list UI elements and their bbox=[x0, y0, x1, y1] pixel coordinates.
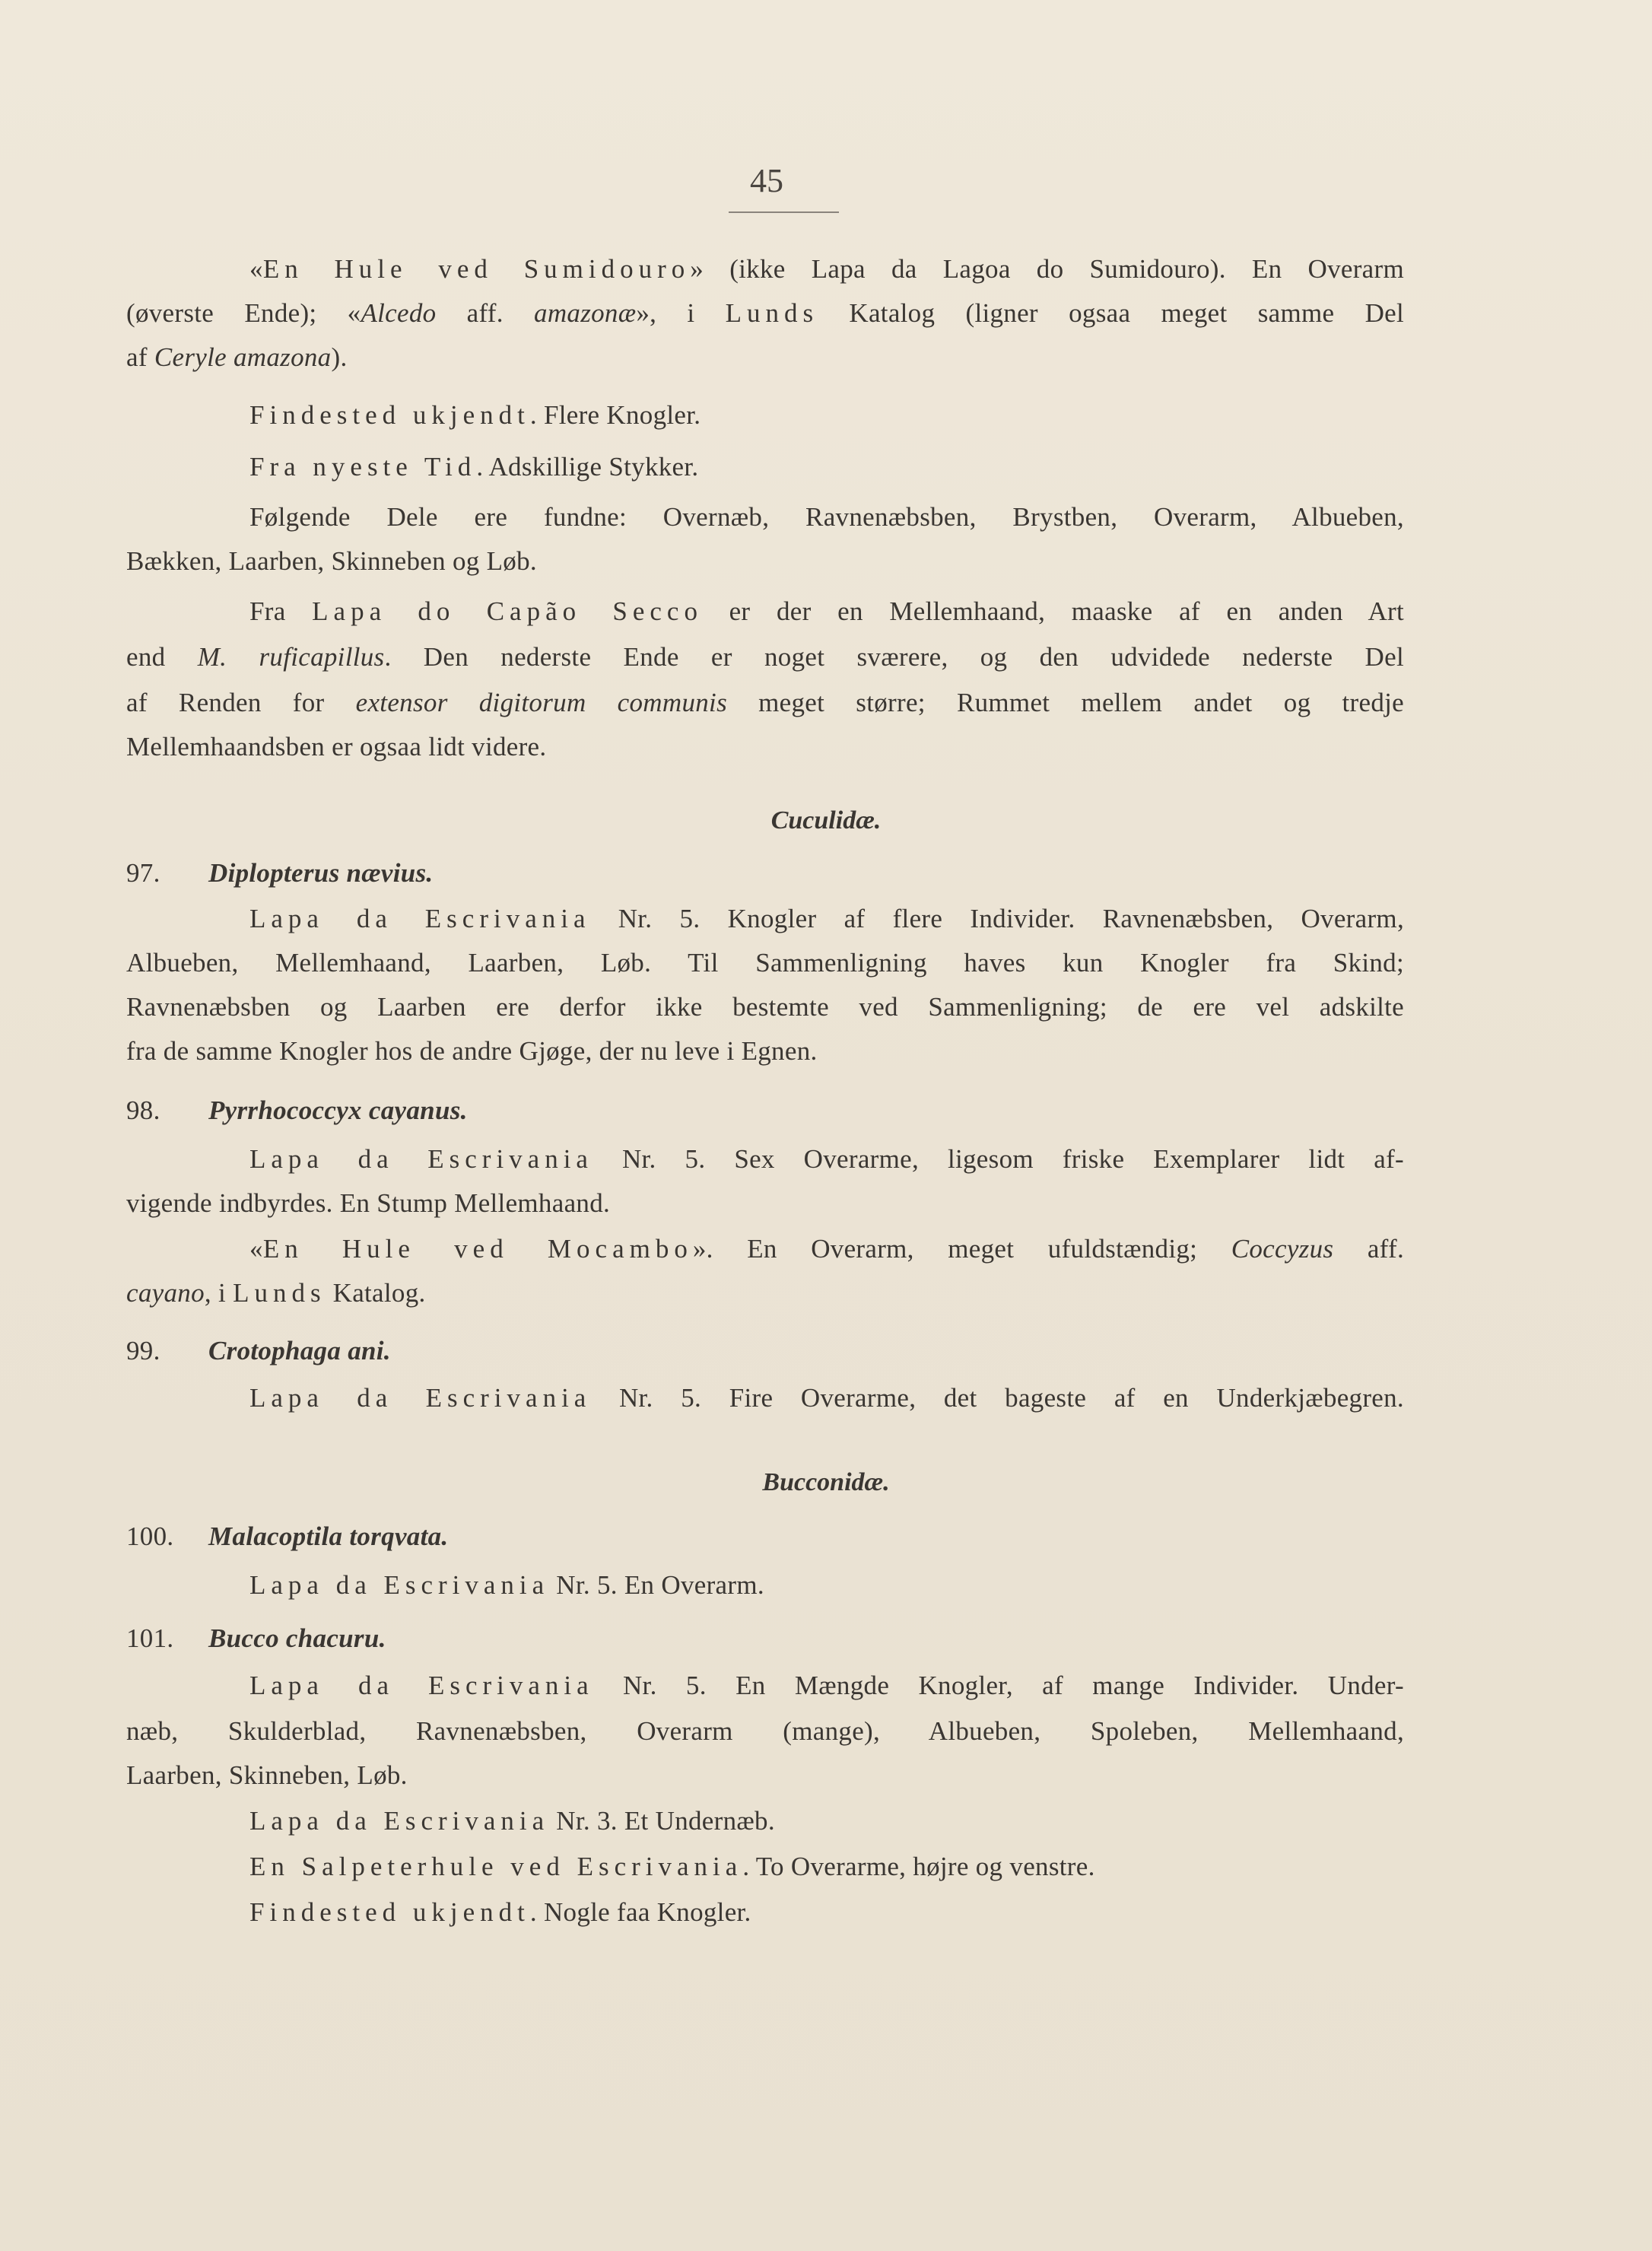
entry-99-title: 99. Crotophaga ani. bbox=[126, 1336, 391, 1366]
text-line: Lapa da Escrivania Nr. 3. Et Undernæb. bbox=[249, 1806, 775, 1836]
family-heading-cuculidae: Cuculidæ. bbox=[770, 806, 882, 835]
entry-97-title: 97. Diplopterus nævius. bbox=[126, 858, 434, 888]
text-line: Mellemhaandsben er ogsaa lidt videre. bbox=[126, 732, 547, 761]
text-line: Lapa da Escrivania Nr. 5. Sex Overarme, ligesom friske Exemplarer lidt af- bbox=[249, 1144, 1404, 1174]
page-number: 45 bbox=[750, 162, 783, 199]
text-line: «En Hule ved Sumidouro» (ikke Lapa da Lagoa do Sumidouro). En Overarm bbox=[249, 254, 1404, 284]
text-line: fra de samme Knogler hos de andre Gjøge, der nu leve i Egnen. bbox=[126, 1036, 818, 1066]
text-line: Findested ukjendt. Nogle faa Knogler. bbox=[249, 1897, 751, 1927]
entry-100-title: 100. Malacoptila torqvata. bbox=[126, 1521, 449, 1551]
text-line: af Renden for extensor digitorum communis meget større; Rummet mellem andet og tredje bbox=[126, 688, 1404, 717]
page-number-rule bbox=[729, 211, 839, 213]
text-line: vigende indbyrdes. En Stump Mellemhaand. bbox=[126, 1188, 611, 1218]
family-heading-bucconidae: Bucconidæ. bbox=[762, 1468, 890, 1496]
text-line: end M. ruficapillus. Den nederste Ende er noget sværere, og den udvidede nederste Del bbox=[126, 642, 1404, 672]
text-line: Laarben, Skinneben, Løb. bbox=[126, 1760, 408, 1790]
text-line: Ravnenæbsben og Laarben ere derfor ikke bestemte ved Sammenligning; de ere vel adskilte bbox=[126, 992, 1404, 1022]
text-line: Fra nyeste Tid. Adskillige Stykker. bbox=[249, 452, 699, 482]
text-line: En Salpeterhule ved Escrivania. To Overarme, højre og venstre. bbox=[249, 1852, 1095, 1881]
text-line: Albueben, Mellemhaand, Laarben, Løb. Til Sammenligning haves kun Knogler fra Skind; bbox=[126, 948, 1404, 978]
text-line: Fra Lapa do Capão Secco er der en Mellemhaand, maaske af en anden Art bbox=[249, 596, 1404, 626]
text-line: Findested ukjendt. Flere Knogler. bbox=[249, 400, 701, 430]
text-line: Lapa da Escrivania Nr. 5. Fire Overarme, det bageste af en Underkjæbegren. bbox=[249, 1383, 1404, 1413]
entry-98-title: 98. Pyrrhococcyx cayanus. bbox=[126, 1095, 468, 1125]
text-line: cayano, i Lunds Katalog. bbox=[126, 1278, 426, 1308]
text-line: Lapa da Escrivania Nr. 5. Knogler af flere Individer. Ravnenæbsben, Overarm, bbox=[249, 904, 1404, 933]
text-line: Følgende Dele ere fundne: Overnæb, Ravnenæbsben, Brystben, Overarm, Albueben, bbox=[249, 502, 1404, 532]
text-line: næb, Skulderblad, Ravnenæbsben, Overarm (mange), Albueben, Spoleben, Mellemhaand, bbox=[126, 1716, 1404, 1746]
text-line: (øverste Ende); «Alcedo aff. amazonæ», i Lunds Katalog (ligner ogsaa meget samme Del bbox=[126, 298, 1404, 328]
text-line: af Ceryle amazona). bbox=[126, 342, 348, 372]
text-line: Bækken, Laarben, Skinneben og Løb. bbox=[126, 546, 537, 576]
entry-101-title: 101. Bucco chacuru. bbox=[126, 1623, 386, 1653]
text-line: Lapa da Escrivania Nr. 5. En Mængde Knogler, af mange Individer. Under- bbox=[249, 1671, 1404, 1700]
text-line: «En Hule ved Mocambo». En Overarm, meget ufuldstændig; Coccyzus aff. bbox=[249, 1234, 1404, 1264]
text-line: Lapa da Escrivania Nr. 5. En Overarm. bbox=[249, 1570, 764, 1600]
